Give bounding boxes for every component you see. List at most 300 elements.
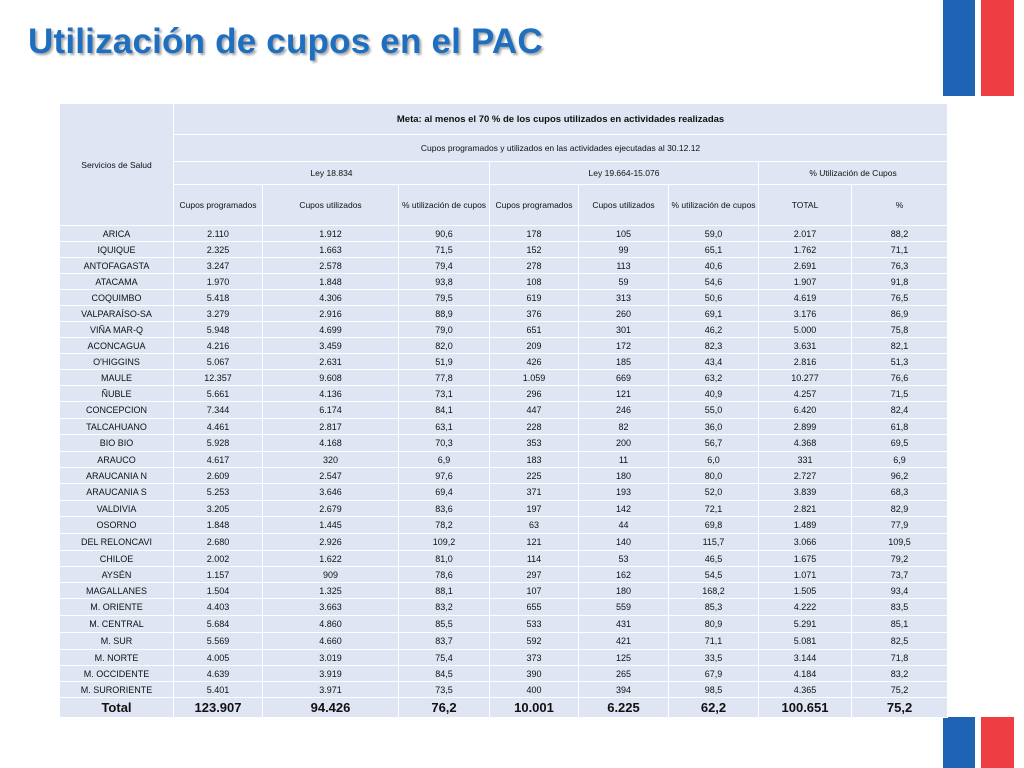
table-cell: 619 <box>490 290 578 305</box>
table-cell: 109,5 <box>852 534 947 550</box>
service-name: CONCEPCION <box>60 402 173 418</box>
table-cell: 109,2 <box>399 534 489 550</box>
table-cell: 46,2 <box>669 322 758 337</box>
table-cell: 68,3 <box>852 484 947 500</box>
table-cell: 4.617 <box>174 452 262 467</box>
table-cell: 7.344 <box>174 402 262 418</box>
table-cell: 84,1 <box>399 402 489 418</box>
table-cell: 5.253 <box>174 484 262 500</box>
header-services: Servicios de Salud <box>60 104 173 225</box>
table-cell: 331 <box>759 452 851 467</box>
total-cell: 76,2 <box>399 698 489 717</box>
table-row <box>60 242 947 257</box>
table-row <box>60 354 947 369</box>
table-cell: 88,1 <box>399 583 489 598</box>
table-cell: 33,5 <box>669 650 758 665</box>
flag-blue-stripe <box>943 717 975 768</box>
table-cell: 1.848 <box>263 274 398 289</box>
table-cell: 447 <box>490 402 578 418</box>
table-cell: 172 <box>579 338 668 353</box>
table-cell: 82 <box>579 419 668 434</box>
table-cell: 1.157 <box>174 567 262 582</box>
table-cell: 2.325 <box>174 242 262 257</box>
table-row <box>60 322 947 337</box>
table-cell: 76,6 <box>852 370 947 385</box>
table-cell: 4.699 <box>263 322 398 337</box>
table-cell: 6.174 <box>263 402 398 418</box>
table-cell: 2.017 <box>759 226 851 241</box>
table-cell: 40,9 <box>669 386 758 401</box>
table-row <box>60 484 947 500</box>
table-cell: 78,2 <box>399 517 489 533</box>
table-cell: 3.971 <box>263 682 398 697</box>
table-cell: 5.948 <box>174 322 262 337</box>
table-cell: 5.000 <box>759 322 851 337</box>
table-cell: 63 <box>490 517 578 533</box>
table-cell: 93,8 <box>399 274 489 289</box>
table-cell: 96,2 <box>852 468 947 483</box>
service-name: MAGALLANES <box>60 583 173 598</box>
table-cell: 4.461 <box>174 419 262 434</box>
table-cell: 82,3 <box>669 338 758 353</box>
table-cell: 4.660 <box>263 633 398 649</box>
table-cell: 10.277 <box>759 370 851 385</box>
table-cell: 421 <box>579 633 668 649</box>
total-row <box>60 698 947 717</box>
table-cell: 5.401 <box>174 682 262 697</box>
service-name: ARAUCANIA N <box>60 468 173 483</box>
table-cell: 65,1 <box>669 242 758 257</box>
table-cell: 75,4 <box>399 650 489 665</box>
table-cell: 80,0 <box>669 468 758 483</box>
table-cell: 55,0 <box>669 402 758 418</box>
flag-red-stripe <box>981 0 1014 96</box>
table-cell: 71,5 <box>852 386 947 401</box>
table-cell: 193 <box>579 484 668 500</box>
column-header: Cupos utilizados <box>263 185 398 225</box>
table-cell: 1.445 <box>263 517 398 533</box>
table-row <box>60 567 947 582</box>
table-cell: 209 <box>490 338 578 353</box>
table-cell: 1.675 <box>759 551 851 566</box>
table-cell: 3.144 <box>759 650 851 665</box>
table-cell: 655 <box>490 599 578 615</box>
table-cell: 4.168 <box>263 435 398 451</box>
service-name: O'HIGGINS <box>60 354 173 369</box>
header-group-utilizacion: % Utilización de Cupos <box>759 162 947 184</box>
table-cell: 73,1 <box>399 386 489 401</box>
table-cell: 5.661 <box>174 386 262 401</box>
table-row <box>60 682 947 697</box>
table-cell: 53 <box>579 551 668 566</box>
table-cell: 69,5 <box>852 435 947 451</box>
table-cell: 85,5 <box>399 616 489 632</box>
table-cell: 63,1 <box>399 419 489 434</box>
table-cell: 3.176 <box>759 306 851 321</box>
table-cell: 5.418 <box>174 290 262 305</box>
flag-red-stripe <box>981 717 1014 768</box>
table-cell: 75,8 <box>852 322 947 337</box>
table-cell: 1.663 <box>263 242 398 257</box>
table-cell: 67,9 <box>669 666 758 681</box>
table-cell: 2.578 <box>263 258 398 273</box>
table-cell: 88,9 <box>399 306 489 321</box>
table-cell: 98,5 <box>669 682 758 697</box>
table-cell: 59,0 <box>669 226 758 241</box>
table-row <box>60 633 947 649</box>
table-cell: 2.547 <box>263 468 398 483</box>
table-row <box>60 258 947 273</box>
table-cell: 71,5 <box>399 242 489 257</box>
table-cell: 83,7 <box>399 633 489 649</box>
table-cell: 1.489 <box>759 517 851 533</box>
table-cell: 1.848 <box>174 517 262 533</box>
service-name: VALDIVIA <box>60 501 173 516</box>
table-cell: 43,4 <box>669 354 758 369</box>
table-cell: 69,1 <box>669 306 758 321</box>
total-cell: 10.001 <box>490 698 578 717</box>
table-cell: 559 <box>579 599 668 615</box>
header-group-ley-18834: Ley 18.834 <box>174 162 489 184</box>
table-cell: 91,8 <box>852 274 947 289</box>
table-cell: 4.005 <box>174 650 262 665</box>
column-header: % utilización de cupos <box>669 185 758 225</box>
table-cell: 3.205 <box>174 501 262 516</box>
service-name: CHILOE <box>60 551 173 566</box>
table-cell: 228 <box>490 419 578 434</box>
service-name: M. OCCIDENTE <box>60 666 173 681</box>
table-cell: 651 <box>490 322 578 337</box>
table-cell: 44 <box>579 517 668 533</box>
table-cell: 97,6 <box>399 468 489 483</box>
table-cell: 4.257 <box>759 386 851 401</box>
table-cell: 246 <box>579 402 668 418</box>
table-cell: 6,0 <box>669 452 758 467</box>
table-cell: 114 <box>490 551 578 566</box>
table-cell: 4.403 <box>174 599 262 615</box>
table-cell: 75,2 <box>852 682 947 697</box>
table-cell: 1.970 <box>174 274 262 289</box>
table-cell: 83,6 <box>399 501 489 516</box>
table-cell: 2.680 <box>174 534 262 550</box>
total-cell: 100.651 <box>759 698 851 717</box>
table-cell: 3.839 <box>759 484 851 500</box>
table-cell: 669 <box>579 370 668 385</box>
table-cell: 4.136 <box>263 386 398 401</box>
table-cell: 36,0 <box>669 419 758 434</box>
table-cell: 320 <box>263 452 398 467</box>
table-cell: 76,3 <box>852 258 947 273</box>
table-cell: 125 <box>579 650 668 665</box>
table-row <box>60 370 947 385</box>
table-cell: 82,4 <box>852 402 947 418</box>
table-cell: 1.622 <box>263 551 398 566</box>
table-cell: 4.619 <box>759 290 851 305</box>
table-cell: 6,9 <box>852 452 947 467</box>
table-cell: 72,1 <box>669 501 758 516</box>
table-row <box>60 534 947 550</box>
table-cell: 5.569 <box>174 633 262 649</box>
service-name: ANTOFAGASTA <box>60 258 173 273</box>
table-cell: 73,7 <box>852 567 947 582</box>
table-cell: 6,9 <box>399 452 489 467</box>
table-row <box>60 501 947 516</box>
table-cell: 185 <box>579 354 668 369</box>
service-name: ACONCAGUA <box>60 338 173 353</box>
table-cell: 85,1 <box>852 616 947 632</box>
table-cell: 5.067 <box>174 354 262 369</box>
table-cell: 5.291 <box>759 616 851 632</box>
service-name: ARICA <box>60 226 173 241</box>
table-cell: 2.821 <box>759 501 851 516</box>
table-row <box>60 616 947 632</box>
table-cell: 83,5 <box>852 599 947 615</box>
table-row <box>60 306 947 321</box>
table-cell: 3.019 <box>263 650 398 665</box>
total-cell: 94.426 <box>263 698 398 717</box>
table-cell: 1.762 <box>759 242 851 257</box>
table-cell: 105 <box>579 226 668 241</box>
table-cell: 52,0 <box>669 484 758 500</box>
column-header: TOTAL <box>759 185 851 225</box>
table-row <box>60 452 947 467</box>
table-row <box>60 666 947 681</box>
table-cell: 313 <box>579 290 668 305</box>
table-cell: 140 <box>579 534 668 550</box>
table-cell: 79,4 <box>399 258 489 273</box>
table-cell: 3.919 <box>263 666 398 681</box>
service-name: VALPARAÍSO-SA <box>60 306 173 321</box>
service-name: M. SUR <box>60 633 173 649</box>
table-cell: 178 <box>490 226 578 241</box>
table-cell: 86,9 <box>852 306 947 321</box>
table-row <box>60 386 947 401</box>
table-row <box>60 650 947 665</box>
table-cell: 79,5 <box>399 290 489 305</box>
table-cell: 297 <box>490 567 578 582</box>
table-row <box>60 419 947 434</box>
table-cell: 59 <box>579 274 668 289</box>
table-cell: 85,3 <box>669 599 758 615</box>
table-cell: 99 <box>579 242 668 257</box>
service-name: M. CENTRAL <box>60 616 173 632</box>
service-name: ATACAMA <box>60 274 173 289</box>
table-cell: 162 <box>579 567 668 582</box>
table-cell: 107 <box>490 583 578 598</box>
table-cell: 11 <box>579 452 668 467</box>
table-cell: 5.684 <box>174 616 262 632</box>
table-cell: 3.459 <box>263 338 398 353</box>
table-cell: 71,8 <box>852 650 947 665</box>
table-cell: 78,6 <box>399 567 489 582</box>
table-row <box>60 290 947 305</box>
table-cell: 260 <box>579 306 668 321</box>
table-cell: 376 <box>490 306 578 321</box>
table-row <box>60 435 947 451</box>
table-cell: 168,2 <box>669 583 758 598</box>
table-cell: 82,0 <box>399 338 489 353</box>
column-header: Cupos programados <box>490 185 578 225</box>
table-cell: 180 <box>579 583 668 598</box>
service-name: M. NORTE <box>60 650 173 665</box>
service-name: ÑUBLE <box>60 386 173 401</box>
flag-decoration-top <box>943 0 1014 96</box>
table-cell: 265 <box>579 666 668 681</box>
table-row <box>60 517 947 533</box>
column-header: % utilización de cupos <box>399 185 489 225</box>
table-cell: 2.817 <box>263 419 398 434</box>
table-cell: 63,2 <box>669 370 758 385</box>
table-cell: 2.916 <box>263 306 398 321</box>
table-cell: 197 <box>490 501 578 516</box>
table-cell: 88,2 <box>852 226 947 241</box>
table-cell: 76,5 <box>852 290 947 305</box>
header-meta: Meta: al menos el 70 % de los cupos utilizados en actividades realizadas <box>174 104 947 134</box>
table-cell: 83,2 <box>852 666 947 681</box>
table-cell: 5.081 <box>759 633 851 649</box>
table-cell: 82,1 <box>852 338 947 353</box>
table-cell: 40,6 <box>669 258 758 273</box>
total-cell: 123.907 <box>174 698 262 717</box>
table-cell: 180 <box>579 468 668 483</box>
table-cell: 301 <box>579 322 668 337</box>
table-cell: 113 <box>579 258 668 273</box>
table-cell: 69,4 <box>399 484 489 500</box>
table-cell: 93,4 <box>852 583 947 598</box>
table-cell: 3.279 <box>174 306 262 321</box>
service-name: ARAUCO <box>60 452 173 467</box>
table-row <box>60 551 947 566</box>
table-cell: 84,5 <box>399 666 489 681</box>
table-cell: 70,3 <box>399 435 489 451</box>
table-cell: 54,5 <box>669 567 758 582</box>
table-cell: 1.907 <box>759 274 851 289</box>
service-name: OSORNO <box>60 517 173 533</box>
table-cell: 51,9 <box>399 354 489 369</box>
table-cell: 4.222 <box>759 599 851 615</box>
table-cell: 142 <box>579 501 668 516</box>
table-cell: 152 <box>490 242 578 257</box>
table-cell: 121 <box>579 386 668 401</box>
table-cell: 278 <box>490 258 578 273</box>
column-header: Cupos programados <box>174 185 262 225</box>
service-name: IQUIQUE <box>60 242 173 257</box>
table-cell: 200 <box>579 435 668 451</box>
table-cell: 54,6 <box>669 274 758 289</box>
table-cell: 4.365 <box>759 682 851 697</box>
total-cell: 75,2 <box>852 698 947 717</box>
service-name: ARAUCANIA S <box>60 484 173 500</box>
service-name: M. SURORIENTE <box>60 682 173 697</box>
table-cell: 373 <box>490 650 578 665</box>
service-name: TALCAHUANO <box>60 419 173 434</box>
page-title: Utilización de cupos en el PAC <box>28 22 543 61</box>
table-cell: 77,9 <box>852 517 947 533</box>
table-cell: 115,7 <box>669 534 758 550</box>
table-cell: 79,0 <box>399 322 489 337</box>
column-header: Cupos utilizados <box>579 185 668 225</box>
table-row <box>60 599 947 615</box>
total-cell: 6.225 <box>579 698 668 717</box>
table-cell: 394 <box>579 682 668 697</box>
table-cell: 6.420 <box>759 402 851 418</box>
table-cell: 82,5 <box>852 633 947 649</box>
table-cell: 4.306 <box>263 290 398 305</box>
service-name: VIÑA MAR-Q <box>60 322 173 337</box>
table-cell: 1.505 <box>759 583 851 598</box>
table-cell: 2.679 <box>263 501 398 516</box>
table-cell: 909 <box>263 567 398 582</box>
table-cell: 79,2 <box>852 551 947 566</box>
table-cell: 3.646 <box>263 484 398 500</box>
table-row <box>60 274 947 289</box>
service-name: DEL RELONCAVI <box>60 534 173 550</box>
table-cell: 56,7 <box>669 435 758 451</box>
table-cell: 61,8 <box>852 419 947 434</box>
table-cell: 2.110 <box>174 226 262 241</box>
table-cell: 225 <box>490 468 578 483</box>
utilization-table-container <box>59 103 940 718</box>
column-header: % <box>852 185 947 225</box>
table-cell: 90,6 <box>399 226 489 241</box>
table-cell: 77,8 <box>399 370 489 385</box>
header-group-ley-19664: Ley 19.664-15.076 <box>490 162 758 184</box>
table-cell: 80,9 <box>669 616 758 632</box>
table-cell: 533 <box>490 616 578 632</box>
table-cell: 1.325 <box>263 583 398 598</box>
table-row <box>60 583 947 598</box>
table-cell: 3.066 <box>759 534 851 550</box>
table-row <box>60 468 947 483</box>
table-cell: 431 <box>579 616 668 632</box>
table-cell: 1.071 <box>759 567 851 582</box>
table-cell: 353 <box>490 435 578 451</box>
table-cell: 2.691 <box>759 258 851 273</box>
table-cell: 121 <box>490 534 578 550</box>
service-name: AYSÉN <box>60 567 173 582</box>
table-cell: 1.504 <box>174 583 262 598</box>
table-cell: 3.663 <box>263 599 398 615</box>
flag-decoration-bottom <box>943 717 1014 768</box>
table-cell: 2.899 <box>759 419 851 434</box>
table-row <box>60 402 947 418</box>
table-cell: 4.368 <box>759 435 851 451</box>
table-cell: 50,6 <box>669 290 758 305</box>
service-name: M. ORIENTE <box>60 599 173 615</box>
table-cell: 46,5 <box>669 551 758 566</box>
table-cell: 2.926 <box>263 534 398 550</box>
table-cell: 71,1 <box>852 242 947 257</box>
table-cell: 371 <box>490 484 578 500</box>
table-cell: 1.059 <box>490 370 578 385</box>
table-cell: 2.727 <box>759 468 851 483</box>
utilization-table <box>59 103 948 718</box>
total-label: Total <box>60 698 173 717</box>
table-cell: 12.357 <box>174 370 262 385</box>
table-row <box>60 226 947 241</box>
table-cell: 4.639 <box>174 666 262 681</box>
table-cell: 183 <box>490 452 578 467</box>
table-cell: 296 <box>490 386 578 401</box>
table-cell: 3.631 <box>759 338 851 353</box>
table-cell: 5.928 <box>174 435 262 451</box>
table-cell: 2.609 <box>174 468 262 483</box>
service-name: BIO BIO <box>60 435 173 451</box>
flag-blue-stripe <box>943 0 975 96</box>
table-cell: 2.002 <box>174 551 262 566</box>
header-subtitle: Cupos programados y utilizados en las actividades ejecutadas al 30.12.12 <box>174 135 947 161</box>
table-cell: 2.816 <box>759 354 851 369</box>
